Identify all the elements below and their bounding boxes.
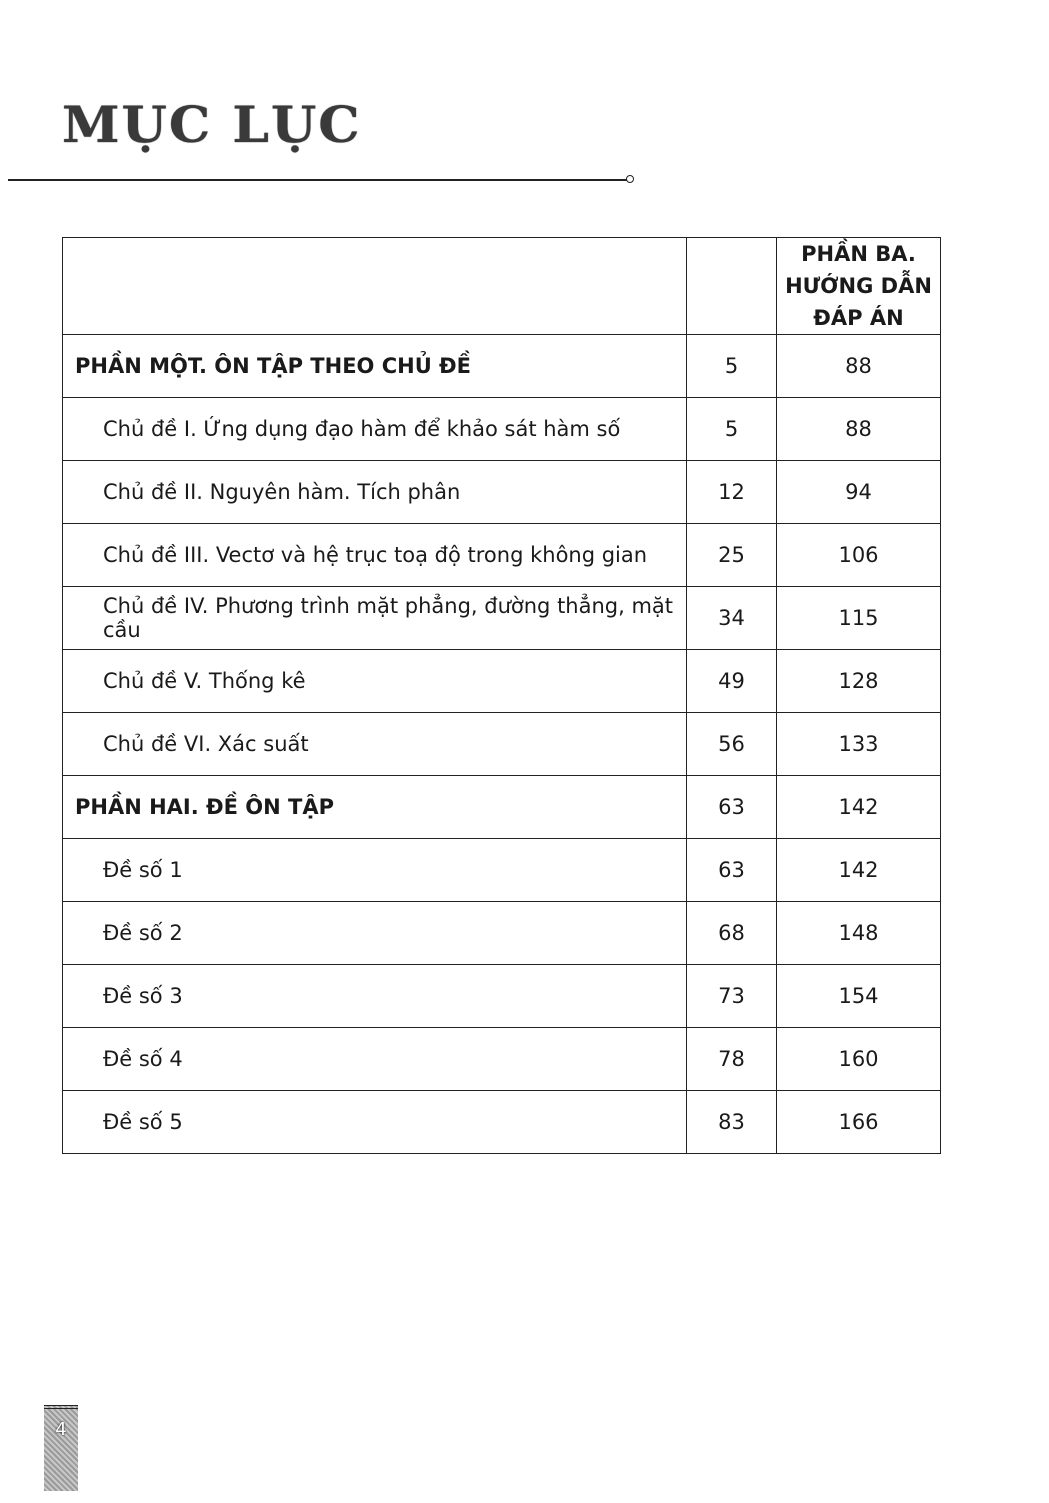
toc-entry-title: Đề số 1 <box>103 858 183 882</box>
toc-entry-title: Chủ đề II. Nguyên hàm. Tích phân <box>103 480 461 504</box>
toc-entry-answer-page: 106 <box>777 524 941 587</box>
toc-entry-page: 5 <box>687 398 777 461</box>
toc-entry-title: Đề số 3 <box>103 984 183 1008</box>
toc-header-row <box>63 238 941 335</box>
toc-entry-title-cell <box>63 587 687 650</box>
toc-item-row <box>63 650 941 713</box>
toc-entry-answer-page: 166 <box>777 1091 941 1154</box>
header-answers-line-2: HƯỚNG DẪN <box>785 274 932 298</box>
toc-entry-title: Chủ đề IV. Phương trình mặt phẳng, đường thẳng, mặt cầu <box>103 594 674 642</box>
toc-section-row <box>63 776 941 839</box>
toc-entry-answer-page: 115 <box>777 587 941 650</box>
toc-entry-title-cell <box>63 461 687 524</box>
toc-entry-title: Đề số 2 <box>103 921 183 945</box>
toc-entry-title: Chủ đề VI. Xác suất <box>103 732 309 756</box>
title-underline <box>8 179 630 181</box>
toc-entry-title-cell <box>63 1028 687 1091</box>
toc-entry-title-cell <box>63 902 687 965</box>
toc-entry-title: Đề số 4 <box>103 1047 183 1071</box>
toc-entry-title-cell <box>63 335 687 398</box>
header-empty-page-cell <box>687 238 777 335</box>
toc-entry-page: 78 <box>687 1028 777 1091</box>
toc-section-row <box>63 335 941 398</box>
toc-entry-title: Chủ đề V. Thống kê <box>103 669 306 693</box>
toc-entry-page: 56 <box>687 713 777 776</box>
toc-entry-title: Chủ đề III. Vectơ và hệ trục toạ độ trong không gian <box>103 543 648 567</box>
toc-item-row <box>63 524 941 587</box>
header-empty-title-cell <box>63 238 687 335</box>
page-number: 4 <box>55 1419 67 1440</box>
toc-item-row <box>63 587 941 650</box>
toc-entry-page: 34 <box>687 587 777 650</box>
toc-item-row <box>63 713 941 776</box>
title-underline-end-dot <box>626 175 634 183</box>
toc-entry-answer-page: 133 <box>777 713 941 776</box>
toc-entry-page: 63 <box>687 839 777 902</box>
toc-entry-page: 83 <box>687 1091 777 1154</box>
toc-entry-title: PHẦN MỘT. ÔN TẬP THEO CHỦ ĐỀ <box>75 354 471 378</box>
toc-entry-answer-page: 154 <box>777 965 941 1028</box>
toc-item-row <box>63 965 941 1028</box>
toc-entry-title-cell <box>63 1091 687 1154</box>
toc-item-row <box>63 1028 941 1091</box>
header-answers-line-3: ĐÁP ÁN <box>813 306 904 330</box>
table-of-contents <box>62 237 941 1154</box>
toc-entry-title-cell <box>63 524 687 587</box>
header-answers-cell <box>777 238 941 335</box>
toc-entry-page: 12 <box>687 461 777 524</box>
toc-entry-page: 73 <box>687 965 777 1028</box>
toc-entry-answer-page: 88 <box>777 335 941 398</box>
toc-entry-answer-page: 94 <box>777 461 941 524</box>
toc-entry-page: 68 <box>687 902 777 965</box>
toc-entry-page: 49 <box>687 650 777 713</box>
toc-entry-title-cell <box>63 839 687 902</box>
toc-item-row <box>63 461 941 524</box>
toc-item-row <box>63 1091 941 1154</box>
toc-entry-answer-page: 142 <box>777 839 941 902</box>
toc-entry-title: Đề số 5 <box>103 1110 183 1134</box>
toc-entry-answer-page: 142 <box>777 776 941 839</box>
toc-entry-page: 25 <box>687 524 777 587</box>
toc-entry-answer-page: 160 <box>777 1028 941 1091</box>
toc-entry-title-cell <box>63 650 687 713</box>
toc-item-row <box>63 398 941 461</box>
toc-item-row <box>63 839 941 902</box>
page-number-tab <box>44 1405 78 1491</box>
toc-entry-answer-page: 128 <box>777 650 941 713</box>
header-answers-line-1: PHẦN BA. <box>801 242 916 266</box>
toc-item-row <box>63 902 941 965</box>
page-title: MỤC LỤC <box>62 96 362 155</box>
toc-entry-title: Chủ đề I. Ứng dụng đạo hàm để khảo sát hàm số <box>103 417 621 441</box>
toc-entry-title-cell <box>63 776 687 839</box>
toc-entry-title-cell <box>63 965 687 1028</box>
toc-entry-title-cell <box>63 713 687 776</box>
toc-entry-page: 63 <box>687 776 777 839</box>
toc-entry-page: 5 <box>687 335 777 398</box>
toc-entry-answer-page: 88 <box>777 398 941 461</box>
toc-entry-title-cell <box>63 398 687 461</box>
toc-entry-answer-page: 148 <box>777 902 941 965</box>
toc-entry-title: PHẦN HAI. ĐỀ ÔN TẬP <box>75 795 334 819</box>
